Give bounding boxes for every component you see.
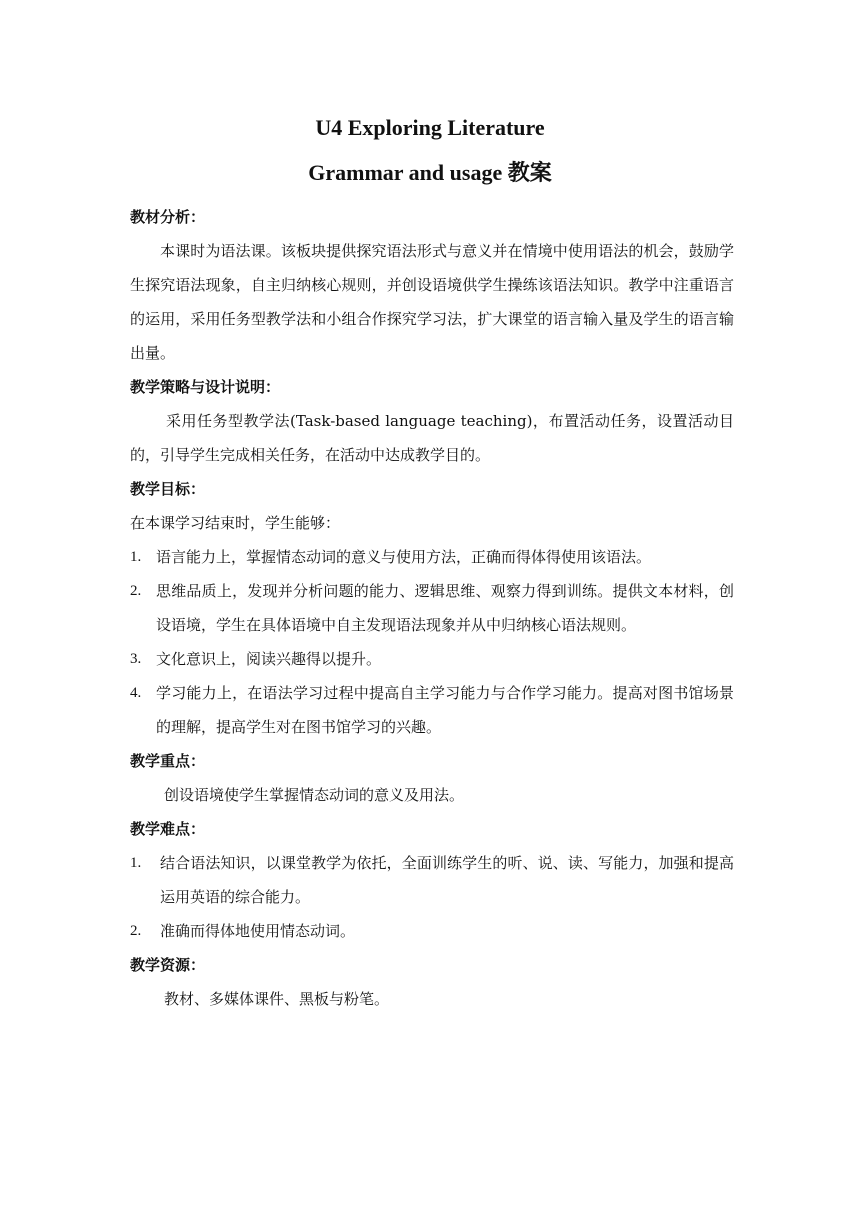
section-heading-strategy: 教学策略与设计说明： [130, 378, 281, 396]
list-item-text: 准确而得体地使用情态动词。 [160, 922, 356, 940]
section-heading-objectives: 教学目标： [130, 480, 206, 498]
document-subtitle: Grammar and usage 教案 [308, 160, 552, 185]
document-title: U4 Exploring Literature [315, 115, 545, 140]
document-body [130, 200, 734, 1016]
analysis-paragraph: 本课时为语法课。该板块提供探究语法形式与意义并在情境中使用语法的机会，鼓励学生探究语法现象，自主归纳核心规则，并创设语境供学生操练该语法知识。教学中注重语言的运用，采用任务型教学法和小组合作探究学习法，扩大课堂的语言输入量及学生的语言输出量。 [130, 242, 734, 362]
key-points-text: 创设语境使学生掌握情态动词的意义及用法。 [164, 786, 465, 804]
difficulties-list [130, 846, 734, 948]
objectives-list [130, 540, 734, 744]
list-item-text: 学习能力上，在语法学习过程中提高自主学习能力与合作学习能力。提高对图书馆场景的理解，提高学生对在图书馆学习的兴趣。 [156, 684, 734, 736]
section-heading-difficulties: 教学难点： [130, 820, 206, 838]
list-item [130, 676, 734, 744]
list-item-number: 1. [130, 549, 142, 565]
list-item [130, 574, 734, 642]
list-item-number: 2. [130, 923, 142, 939]
list-item-text: 语言能力上，掌握情态动词的意义与使用方法，正确而得体得使用该语法。 [156, 548, 652, 566]
list-item-number: 2. [130, 583, 142, 599]
list-item [130, 642, 734, 676]
list-item-text: 结合语法知识，以课堂教学为依托，全面训练学生的听、说、读、写能力，加强和提高运用英语的综合能力。 [160, 854, 734, 906]
objectives-intro: 在本课学习结束时，学生能够： [130, 514, 341, 532]
list-item [130, 914, 734, 948]
list-item-number: 1. [130, 855, 142, 871]
section-heading-key-points: 教学重点： [130, 752, 206, 770]
section-heading-analysis: 教材分析： [130, 208, 206, 226]
section-heading-resources: 教学资源： [130, 956, 206, 974]
strategy-paragraph: 采用任务型教学法(Task-based language teaching)，布置活动任务，设置活动目的，引导学生完成相关任务，在活动中达成教学目的。 [130, 412, 734, 464]
list-item [130, 540, 734, 574]
resources-text: 教材、多媒体课件、黑板与粉笔。 [164, 990, 390, 1008]
list-item-number: 3. [130, 651, 142, 667]
list-item-number: 4. [130, 685, 142, 701]
list-item-text: 思维品质上，发现并分析问题的能力、逻辑思维、观察力得到训练。提供文本材料，创设语境，学生在具体语境中自主发现语法现象并从中归纳核心语法规则。 [156, 582, 734, 634]
list-item-text: 文化意识上，阅读兴趣得以提升。 [156, 650, 382, 668]
list-item [130, 846, 734, 914]
